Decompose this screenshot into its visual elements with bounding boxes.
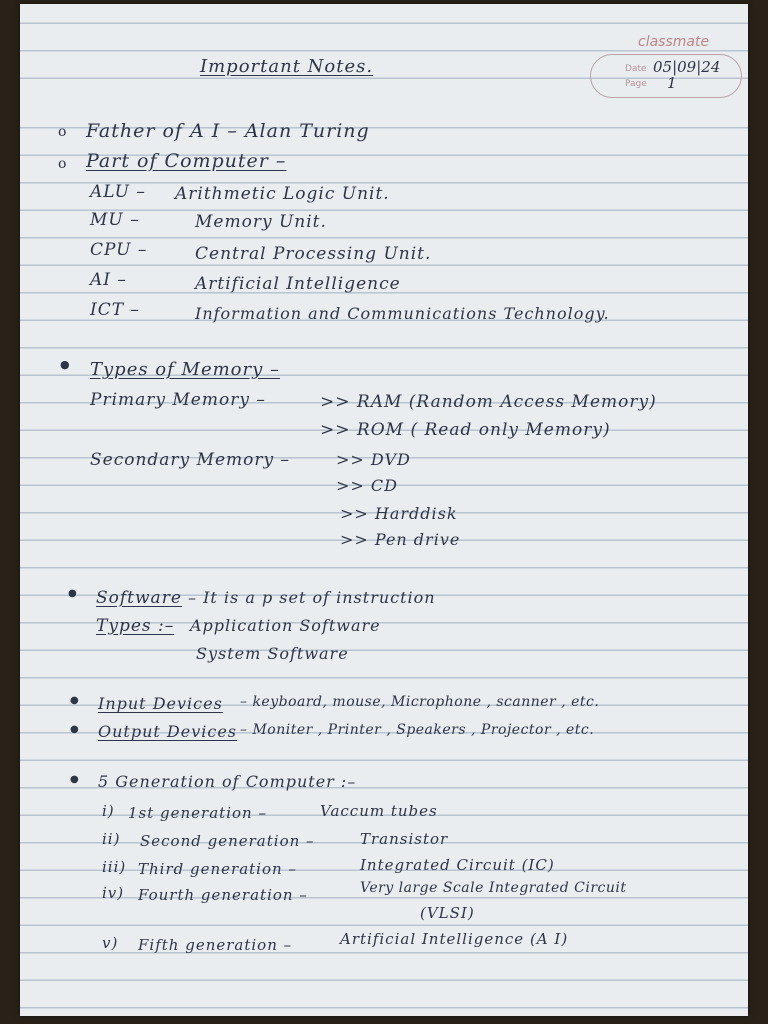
bullet-icon: ● [70,724,79,735]
part-full: Memory Unit. [195,212,327,232]
part-abbr: MU – [90,210,140,230]
generation-value: Transistor [360,830,449,848]
part-full: Artificial Intelligence [195,274,401,294]
output-devices-list: – Moniter , Printer , Speakers , Projector , etc. [240,722,595,738]
primary-memory-item: >> ROM ( Read only Memory) [320,420,611,440]
generation-label: Fifth generation – [138,936,293,954]
input-devices-list: – keyboard, mouse, Microphone , scanner , etc. [240,694,600,710]
software-types-label: Types :– [96,616,175,636]
page-value: 1 [667,74,677,92]
date-value: 05|09|24 [653,58,721,76]
date-label: Date [625,64,647,74]
bullet-icon: ● [70,695,79,706]
output-devices-term: Output Devices [98,722,238,741]
generations-heading: 5 Generation of Computer :– [98,772,357,791]
brand-logo: classmate [638,34,710,50]
generation-value: Vaccum tubes [320,802,438,820]
bullet-icon: ● [60,358,70,371]
bullet-icon: ● [70,774,79,785]
generation-label: Third generation – [138,860,297,878]
vlsi-abbr: (VLSI) [420,904,475,922]
primary-memory-item: >> RAM (Random Access Memory) [320,392,657,412]
secondary-memory-item: >> CD [336,476,398,495]
secondary-memory-item: >> Harddisk [340,504,458,523]
input-devices-term: Input Devices [98,694,223,713]
bullet-icon: ● [68,588,77,599]
father-of-ai: Father of A I – Alan Turing [86,120,370,142]
generation-label: Fourth generation – [138,886,308,904]
part-abbr: CPU – [90,240,148,260]
part-full: Information and Communications Technology. [195,304,610,323]
generation-value: Integrated Circuit (IC) [360,856,555,874]
parts-heading: Part of Computer – [86,150,287,172]
notebook-page [20,4,748,1016]
generation-num: iii) [102,858,127,876]
bullet-icon: o [58,124,67,140]
date-page-box [590,54,742,98]
secondary-memory-item: >> DVD [336,450,411,469]
generation-num: ii) [102,830,121,848]
generation-label: 1st generation – [128,804,267,822]
software-type: System Software [196,644,349,663]
generation-value: Artificial Intelligence (A I) [340,930,569,948]
part-abbr: ALU – [90,182,146,202]
page-label: Page [625,79,647,89]
generation-num: i) [102,802,115,820]
software-definition: – It is a p set of instruction [188,588,436,607]
primary-memory-label: Primary Memory – [90,390,266,410]
page-title: Important Notes. [200,56,374,77]
memory-heading: Types of Memory – [90,359,281,380]
generation-label: Second generation – [140,832,315,850]
part-abbr: ICT – [90,300,140,320]
generation-value: Very large Scale Integrated Circuit [360,880,627,896]
bullet-icon: o [58,156,67,172]
secondary-memory-label: Secondary Memory – [90,450,291,470]
part-full: Central Processing Unit. [195,244,432,264]
generation-num: v) [102,934,119,952]
part-full: Arithmetic Logic Unit. [175,184,390,204]
part-abbr: AI – [90,270,127,290]
software-type: Application Software [190,616,381,635]
generation-num: iv) [102,884,125,902]
software-term: Software [96,588,182,608]
secondary-memory-item: >> Pen drive [340,530,461,549]
